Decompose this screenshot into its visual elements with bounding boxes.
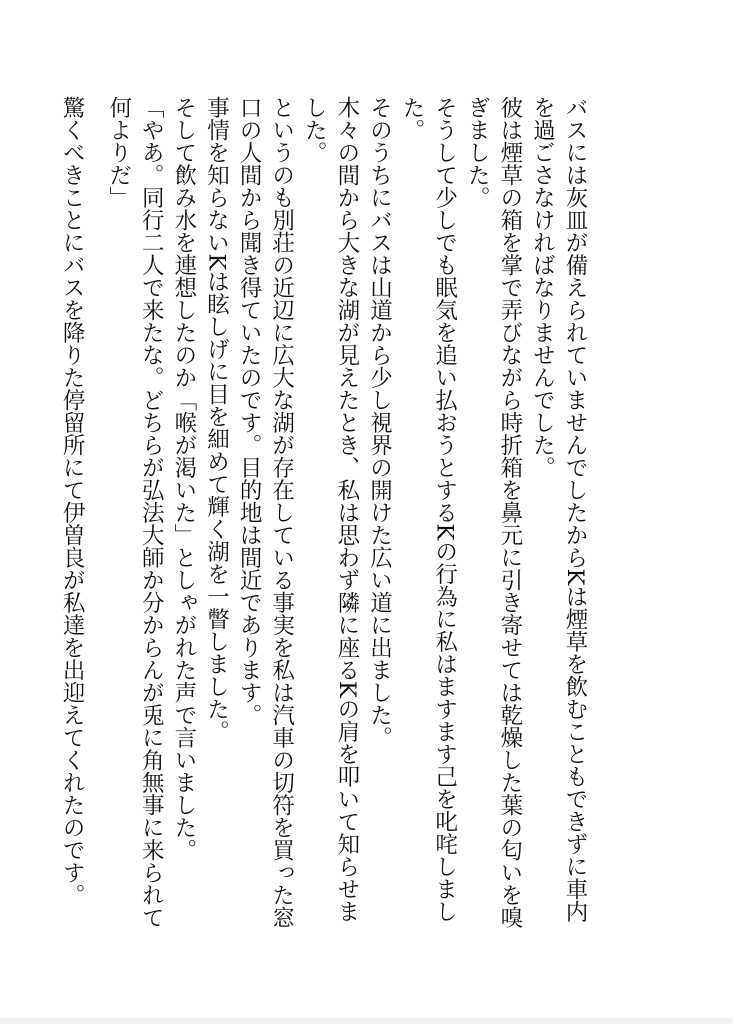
paragraph: バスには灰皿が備えられていませんでしたからKは煙草を飲むこともできずに車内を過ごさなければなりませんでした。 bbox=[529, 96, 588, 923]
paragraph: 驚くべきことにバスを降りた停留所にて伊曽良が私達を出迎えてくれたのです。 bbox=[59, 96, 86, 906]
page-bottom-edge bbox=[0, 1018, 733, 1024]
paragraph: そして飲み水を連想したのか「喉が渇いた」としゃがれた声で言いました。 bbox=[170, 96, 197, 861]
paragraph: そのうちにバスは山道から少し視界の開けた広い道に出ました。 bbox=[366, 96, 393, 749]
paragraph: 彼は煙草の箱を掌で弄びながら時折箱を鼻元に引き寄せては乾燥した葉の匂いを嗅ぎました。 bbox=[464, 96, 523, 929]
vertical-text-body bbox=[56, 96, 592, 936]
paragraph: そうして少しでも眠気を追い払おうとするKの行為に私はますます己を叱咤しました。 bbox=[399, 96, 458, 923]
paragraph-dialogue: 「やあ。同行二人で来たな。どちらが弘法大師か分からんが兎に角無事に来られて何よりだ」 bbox=[105, 96, 165, 929]
paragraph: 事情を知らないKは眩しげに目を細めて輝く湖を一瞥しました。 bbox=[203, 96, 230, 743]
paragraph: というのも別荘の近辺に広大な湖が存在している事実を私は汽車の切符を買った窓口の人間から聞き得ていたのです。目的地は間近であります。 bbox=[236, 96, 295, 929]
paragraph: 木々の間から大きな湖が見えたとき、私は思わず隣に座るKの肩を叩いて知らせました。 bbox=[301, 96, 360, 923]
